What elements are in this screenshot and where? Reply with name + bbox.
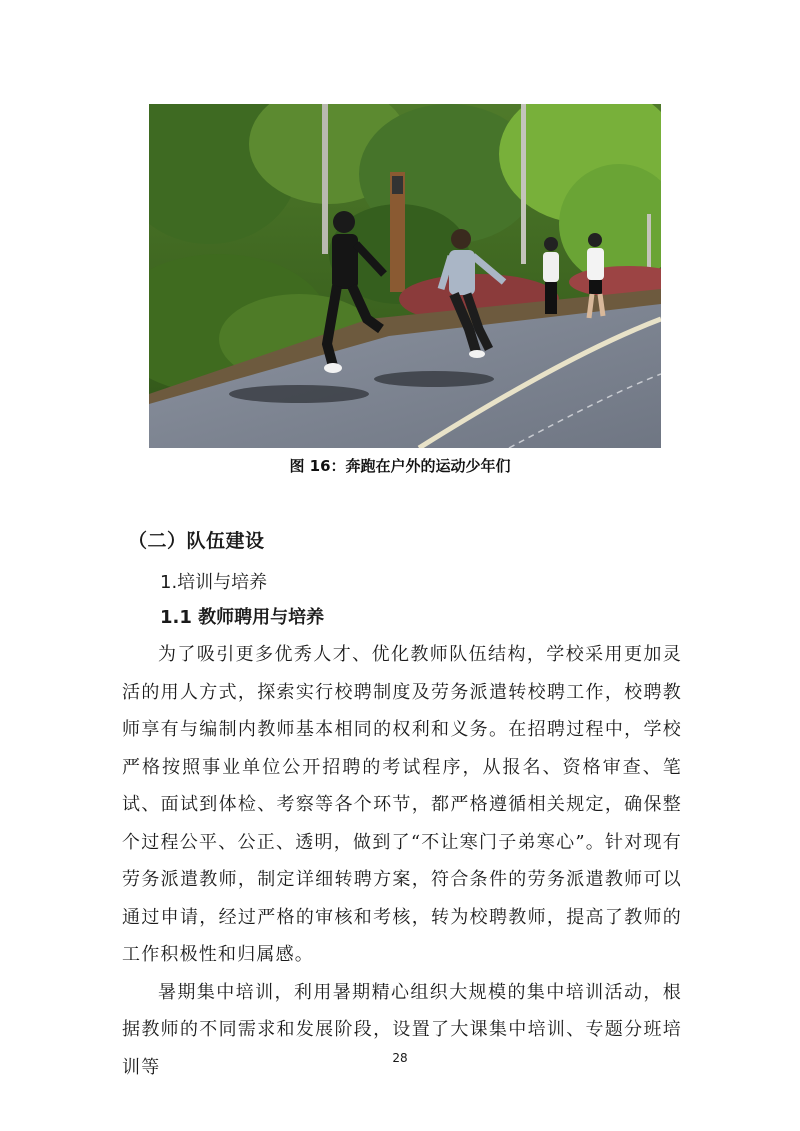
- subsection-heading: 1.培训与培养: [160, 572, 268, 593]
- subsubsection-heading: 1.1 教师聘用与培养: [160, 607, 325, 628]
- paragraph-summer-training: 暑期集中培训，利用暑期精心组织大规模的集中培训活动，根据教师的不同需求和发展阶段，设置了大课集中培训、专题分班培训等: [122, 981, 682, 1078]
- figure-caption: 图 16：奔跑在户外的运动少年们: [289, 457, 511, 475]
- paragraph-teacher-recruitment: 为了吸引更多优秀人才、优化教师队伍结构，学校采用更加灵活的用人方式，探索实行校聘制度及劳务派遣转校聘工作，校聘教师享有与编制内教师基本相同的权利和义务。在招聘过程中，学校严格按照事业单位公开招聘的考试程序，从报名、资格审查、笔试、面试到体检、考察等各个环节，都严格遵循相关规定，确保整个过程公平、公正、透明，做到了“不让寒门子弟寒心”。针对现有劳务派遣教师，制定详细转聘方案，符合条件的劳务派遣教师可以通过申请，经过严格的审核和考核，转为校聘教师，提高了教师的工作积极性和归属感。: [122, 644, 682, 965]
- body-text: [122, 636, 682, 1086]
- page-number: 28: [392, 1051, 408, 1065]
- section-heading: （二）队伍建设: [128, 530, 265, 552]
- running-students-photo: [149, 104, 661, 448]
